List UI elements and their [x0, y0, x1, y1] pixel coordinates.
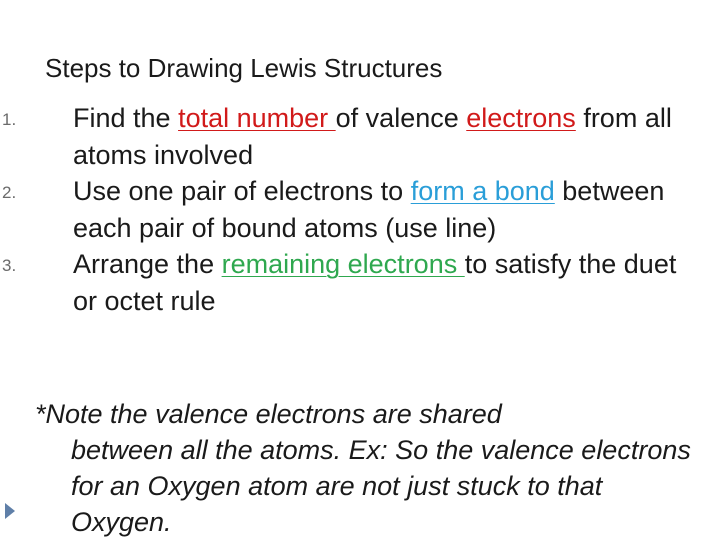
step-text-segment: of valence — [335, 103, 467, 133]
step-text-segment: Use one pair of electrons to — [73, 176, 411, 206]
step-text-segment: to satisfy the duet or octet rule — [73, 249, 677, 316]
highlight-remaining-electrons: remaining electrons — [221, 249, 465, 279]
step-3 — [0, 246, 720, 319]
slide-title: Steps to Drawing Lewis Structures — [45, 53, 443, 83]
step-text-segment: between each pair of bound atoms (use line) — [73, 176, 665, 243]
highlight-total-number: total number — [178, 103, 336, 133]
triangle-bullet-icon — [5, 503, 15, 519]
steps-list — [0, 100, 720, 319]
note-first-line: *Note the valence electrons are shared — [35, 399, 502, 429]
step-text-segment: from all atoms involved — [73, 103, 672, 170]
note-body: between all the atoms. Ex: So the valence electrons for an Oxygen atom are not just stuck to that Oxygen. — [71, 435, 691, 537]
highlight-form-a-bond: form a bond — [410, 176, 555, 206]
step-number: 3. — [2, 256, 17, 275]
note-block — [35, 396, 695, 540]
step-number: 1. — [2, 110, 17, 129]
step-text-segment: Find the — [73, 103, 179, 133]
step-2 — [0, 173, 720, 246]
highlight-electrons: electrons — [466, 103, 576, 133]
step-1 — [0, 100, 720, 173]
step-number: 2. — [2, 183, 17, 202]
step-text-segment: Arrange the — [73, 249, 222, 279]
